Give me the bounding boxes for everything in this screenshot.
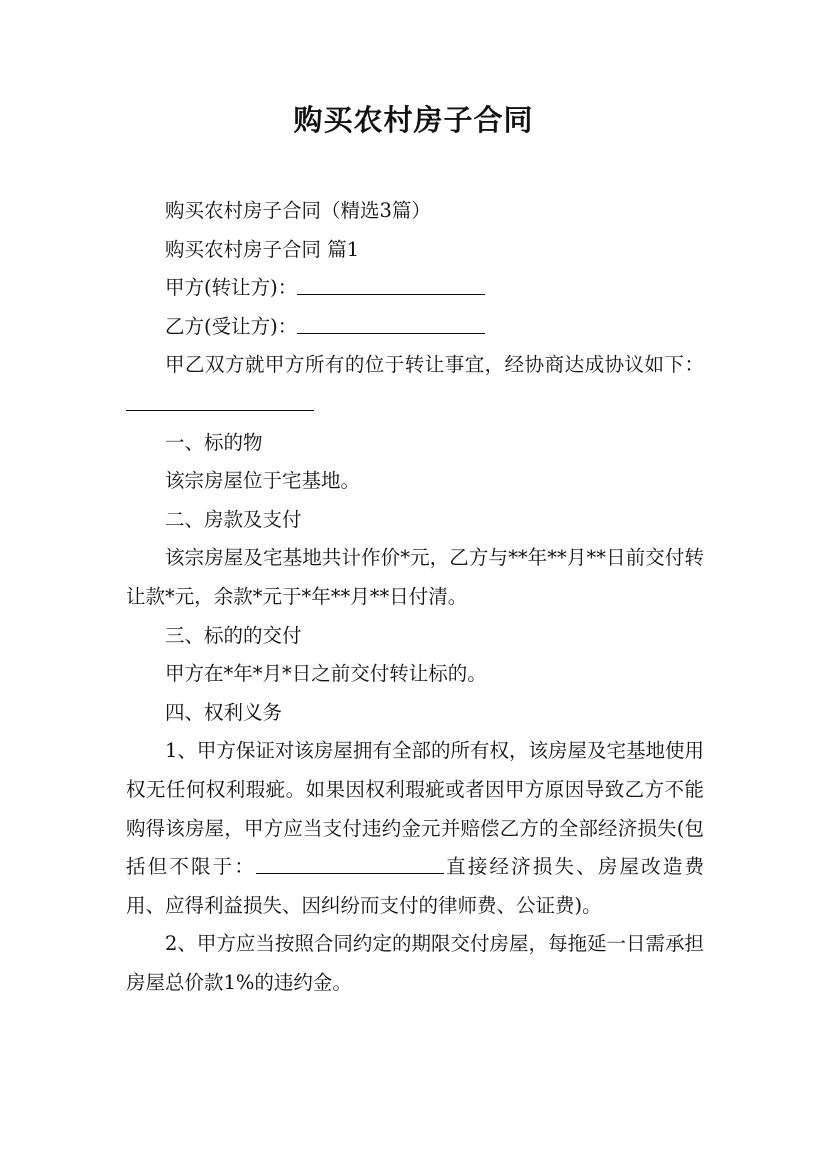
clause-1-part1: 1、甲方保证对该房屋拥有全部的所有权，该房屋及宅基地使用权无任何权利瑕疵。如果因权利瑕疵或者因甲方原因导致乙方不能购得该房屋，甲方应当支付违约金元并赔偿乙方的全部经济损失(包括但不限于：: [126, 739, 704, 879]
section1-heading: 一、标的物: [165, 430, 263, 454]
document-title: 购买农村房子合同: [293, 103, 534, 137]
party-b-blank: [297, 312, 485, 333]
clause-1: [126, 732, 704, 925]
section2-text: 该宗房屋及宅基地共计作价*元，乙方与**年**月**日前交付转让款*元，余款*元于*年**月**日付清。: [126, 546, 704, 608]
party-a-line: [126, 269, 704, 308]
agreement-intro: [126, 346, 704, 423]
clause-2: 2、甲方应当按照合同约定的期限交付房屋，每拖延一日需承担房屋总价款1%的违约金。: [126, 932, 704, 994]
document-body: [126, 192, 704, 1002]
agreement-intro-blank: [126, 389, 314, 410]
party-b-line: [126, 308, 704, 347]
section4-heading: 四、权利义务: [165, 700, 283, 724]
subtitle-line: 购买农村房子合同（精选3篇）: [165, 199, 431, 222]
section3-text: 甲方在*年*月*日之前交付转让标的。: [165, 662, 487, 686]
party-b-label: 乙方(受让方)：: [165, 314, 298, 338]
section3-heading: 三、标的的交付: [165, 623, 302, 647]
party-a-label: 甲方(转让方)：: [165, 276, 298, 300]
section2-heading: 二、房款及支付: [165, 507, 302, 531]
section1-text: 该宗房屋位于宅基地。: [165, 469, 361, 493]
clause-1-part2: 直接经济损失、房屋改造费用、应得利益损失、因纠纷而支付的律师费、公证费)。: [126, 855, 704, 917]
agreement-intro-text: 甲乙双方就甲方所有的位于转让事宜，经协商达成协议如下：: [165, 353, 704, 377]
party-a-blank: [297, 274, 485, 295]
clause-1-blank: [256, 853, 444, 874]
part-heading: 购买农村房子合同 篇1: [165, 237, 360, 261]
